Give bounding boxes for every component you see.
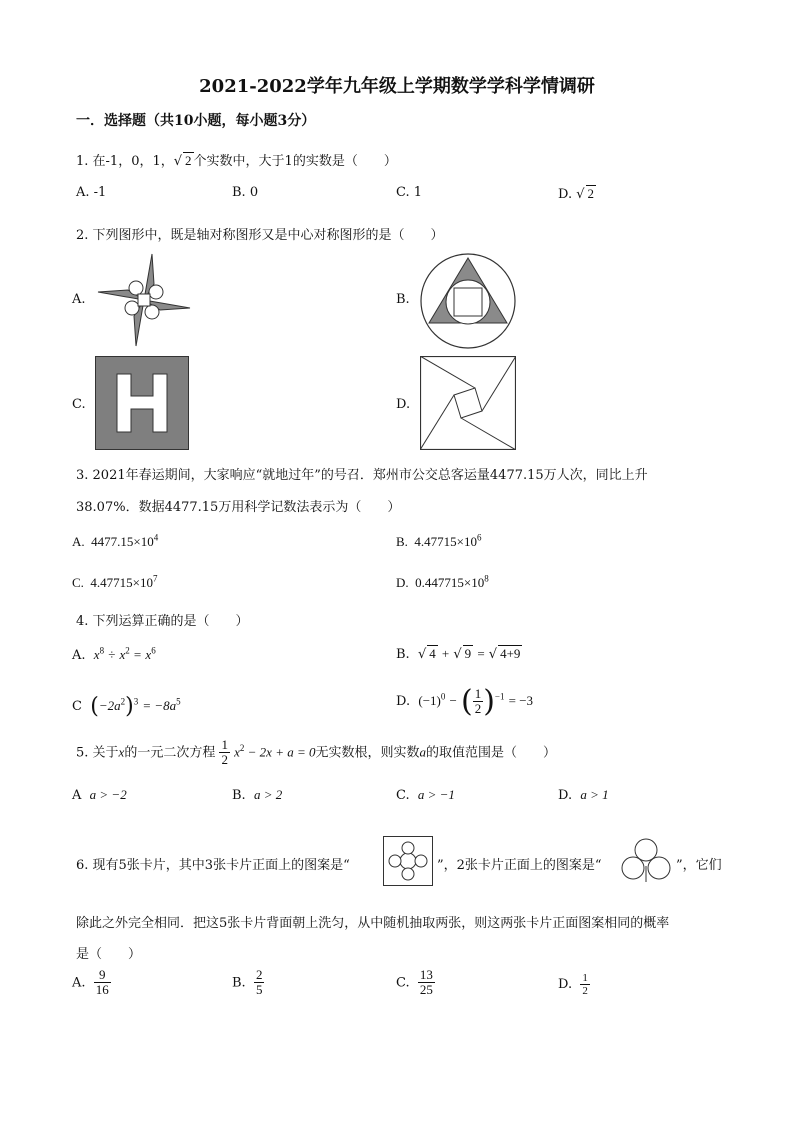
q5-option-c: C. a > −1 — [396, 787, 455, 803]
q3-option-b: B. $4.47715\times 10^6$ — [396, 532, 482, 549]
question-3-line-1: 3. 2021年春运期间，大家响应“就地过年”的号召．郑州市公交总客运量4477.15万人次，同比上升 — [76, 468, 648, 483]
q5-option-d: D. a > 1 — [558, 787, 609, 803]
q4-option-a: A. $x^8 \div x^2 = x^6$ — [72, 645, 156, 663]
q2-label-a: A. — [72, 292, 86, 307]
page-title: 2021-2022学年九年级上学期数学学科学情调研 — [199, 76, 595, 97]
circle-triangle-figure — [419, 252, 517, 350]
q1-option-a: A. -1 — [76, 185, 107, 200]
q4-option-d: D. $(-1)^0$ − ( $\frac{1}{2}$ )$^{-1}$ = −3 — [396, 684, 534, 719]
q6-option-d: D. $\frac{1}{2}$ — [558, 972, 588, 998]
question-4-stem: 4. 下列运算正确的是（ ） — [76, 614, 249, 629]
four-circles-card-icon — [383, 836, 433, 886]
question-6-part-2: ”，2张卡片正面上的图案是“ — [437, 858, 602, 873]
question-2-stem: 2. 下列图形中，既是轴对称图形又是中心对称图形的是（ ） — [76, 228, 444, 243]
question-6-line-2: 除此之外完全相同．把这5张卡片背面朝上洗匀，从中随机抽取两张，则这两张卡片正面图案相同的概率 — [76, 916, 670, 931]
q1-option-c: C. 1 — [396, 185, 423, 200]
q5-option-a: A a > −2 — [72, 787, 127, 803]
q1-option-d: D. √ 2 — [558, 186, 595, 202]
q2-label-d: D. — [396, 397, 411, 412]
square-pinwheel-figure — [420, 356, 516, 450]
question-5-stem: 5. 关于x的一元二次方程 $\frac{1}{2}$ $x^2 - 2x + a = 0$无实数根，则实数a的取值范围是（ ） — [76, 737, 557, 768]
three-circles-card-icon — [618, 836, 674, 886]
q4-option-b: B. √ 4 + √ 9 = √ 4+9 — [396, 646, 521, 662]
pinwheel-figure — [94, 250, 194, 350]
question-6-part-3: ”，它们 — [676, 858, 722, 873]
q4-option-c: C $(-2a^2)^3 = -8a^5$ — [72, 694, 181, 719]
q2-label-c: C. — [72, 397, 86, 412]
q2-label-b: B. — [396, 292, 410, 307]
section-heading: 一．选择题（共10小题，每小题3分） — [76, 113, 316, 129]
q3-option-a: A. $4477.15\times 10^4$ — [72, 532, 159, 549]
q1-option-b: B. 0 — [232, 185, 259, 200]
question-6-part-1: 6. 现有5张卡片，其中3张卡片正面上的图案是“ — [76, 858, 350, 873]
q5-option-b: B. a > 2 — [232, 787, 283, 803]
letter-h-figure — [95, 356, 189, 450]
question-3-line-2: 38.07%．数据4477.15万用科学记数法表示为（ ） — [76, 500, 401, 515]
question-1-stem: 1. 在-1，0，1，√ 2 个实数中，大于1的实数是（ ） — [76, 153, 397, 169]
q6-option-b: B. $\frac{2}{5}$ — [232, 967, 263, 998]
question-6-line-3: 是（ ） — [76, 947, 142, 962]
q3-option-d: D. $0.447715\times 10^8$ — [396, 573, 489, 590]
q6-option-a: A. $\frac{9}{16}$ — [72, 967, 109, 998]
q3-option-c: C. $4.47715\times 10^7$ — [72, 573, 158, 590]
q6-option-c: C. $\frac{13}{25}$ — [396, 967, 433, 998]
